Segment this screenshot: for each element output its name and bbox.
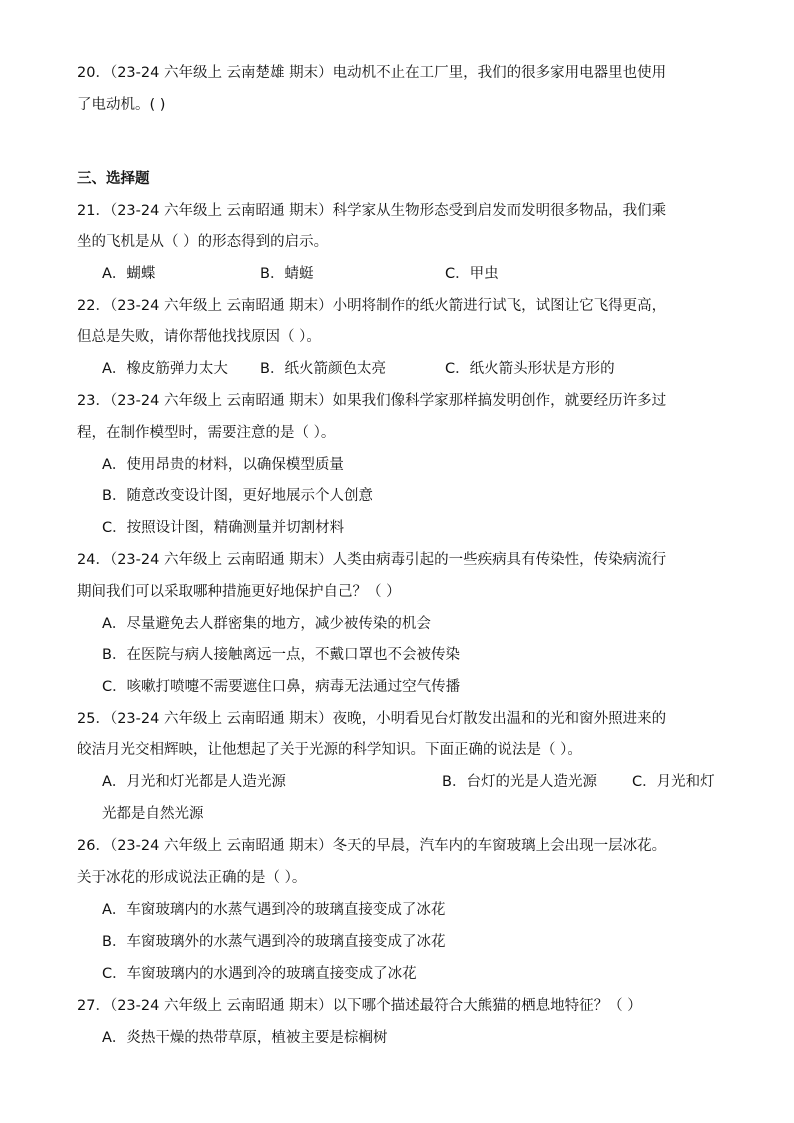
- q22-line2: 但总是失败，请你帮他找找原因（ ）。: [77, 329, 321, 345]
- q23-option-c: C．按照设计图，精确测量并切割材料: [102, 520, 345, 536]
- q26-option-c: C．车窗玻璃内的水遇到冷的玻璃直接变成了冰花: [102, 966, 417, 982]
- q21-options: [102, 264, 499, 284]
- q25-options: [102, 772, 715, 792]
- q22-option-c: C．纸火箭头形状是方形的: [445, 361, 615, 377]
- q21-option-b: B．蜻蜓: [260, 266, 314, 282]
- q24-option-b: B．在医院与病人接触离远一点，不戴口罩也不会被传染: [102, 647, 460, 663]
- q22-line1: 22．（23-24 六年级上 云南昭通 期末）小明将制作的纸火箭进行试飞，试图让它飞得更高，: [77, 298, 667, 314]
- q22-options: [102, 359, 615, 379]
- q26-option-a: A．车窗玻璃内的水蒸气遇到冷的玻璃直接变成了冰花: [102, 902, 446, 918]
- q25-option-a: A．月光和灯光都是人造光源: [102, 774, 286, 790]
- q21-line1: 21．（23-24 六年级上 云南昭通 期末）科学家从生物形态受到启发而发明很多物品，我们乘: [77, 203, 667, 219]
- q22-option-a: A．橡皮筋弹力太大: [102, 361, 228, 377]
- q22-option-b: B．纸火箭颜色太亮: [260, 361, 386, 377]
- q23-line2: 程，在制作模型时，需要注意的是（ ）。: [77, 425, 336, 441]
- q21-line2: 坐的飞机是从（ ）的形态得到的启示。: [77, 234, 329, 250]
- q23-option-a: A．使用昂贵的材料，以确保模型质量: [102, 457, 344, 473]
- q27-option-a: A．炎热干燥的热带草原，植被主要是棕榈树: [102, 1030, 388, 1046]
- q21-option-c: C．甲虫: [445, 266, 499, 282]
- q25-option-b: B．台灯的光是人造光源: [442, 774, 597, 790]
- q27-line1: 27．（23-24 六年级上 云南昭通 期末）以下哪个描述最符合大熊猫的栖息地特征？（ ）: [77, 998, 642, 1014]
- q23-line1: 23．（23-24 六年级上 云南昭通 期末）如果我们像科学家那样搞发明创作，就要经历许多过: [77, 393, 667, 409]
- q25-option-c-continued: 光都是自然光源: [102, 806, 204, 822]
- q24-option-c: C．咳嗽打喷嚏不需要遮住口鼻，病毒无法通过空气传播: [102, 679, 461, 695]
- q24-line2: 期间我们可以采取哪种措施更好地保护自己？（ ）: [77, 584, 401, 600]
- q26-line1: 26．（23-24 六年级上 云南昭通 期末）冬天的早晨，汽车内的车窗玻璃上会出现一层冰花。: [77, 838, 667, 854]
- q26-line2: 关于冰花的形成说法正确的是（ ）。: [77, 870, 307, 886]
- q26-option-b: B．车窗玻璃外的水蒸气遇到冷的玻璃直接变成了冰花: [102, 934, 446, 950]
- q25-line2: 皎洁月光交相辉映，让他想起了关于光源的科学知识。下面正确的说法是（ ）。: [77, 742, 582, 758]
- q23-option-b: B．随意改变设计图，更好地展示个人创意: [102, 488, 373, 504]
- q21-option-a: A．蝴蝶: [102, 266, 156, 282]
- q20-line2: 了电动机。( ): [77, 97, 166, 113]
- q25-option-c: C．月光和灯: [632, 774, 715, 790]
- q20-line1: 20．（23-24 六年级上 云南楚雄 期末）电动机不止在工厂里，我们的很多家用电器里也使用: [77, 65, 667, 81]
- q24-line1: 24．（23-24 六年级上 云南昭通 期末）人类由病毒引起的一些疾病具有传染性，传染病流行: [77, 552, 667, 568]
- q25-line1: 25．（23-24 六年级上 云南昭通 期末）夜晚，小明看见台灯散发出温和的光和窗外照进来的: [77, 711, 667, 727]
- q24-option-a: A．尽量避免去人群密集的地方，减少被传染的机会: [102, 616, 431, 632]
- section-heading: 三、选择题: [77, 171, 150, 187]
